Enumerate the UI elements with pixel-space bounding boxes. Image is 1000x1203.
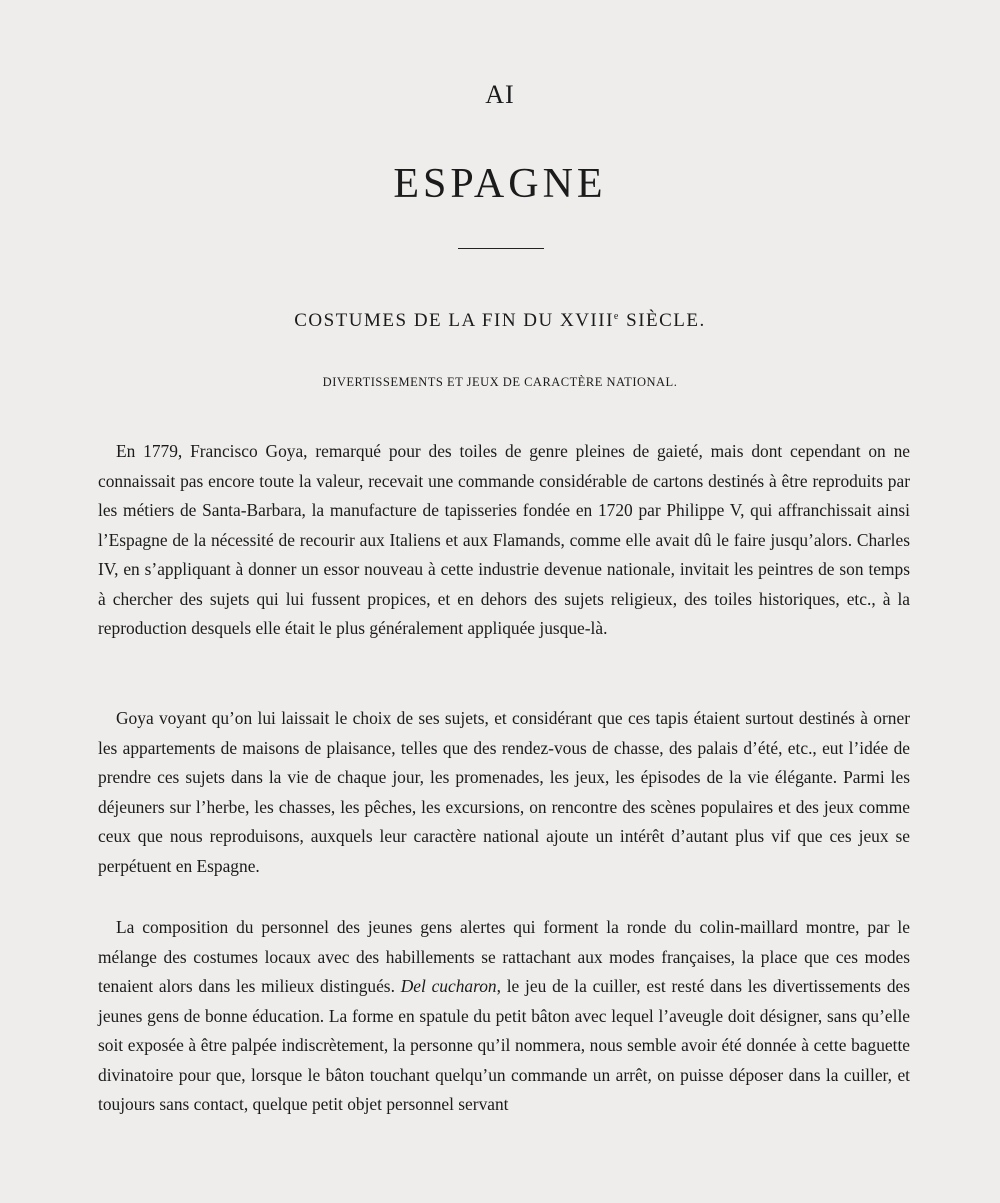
body-paragraph-3 [98,913,910,1120]
game-name-italic: Del cucharon [400,976,497,996]
body-paragraph-2: Goya voyant qu’on lui laissait le choix de ses sujets, et considérant que ces tapis étaient surtout destinés à orner les appartements de maisons de plaisance, telles que des rendez-vous de chasse, des palais d’été, etc., eut l’idée de prendre ces sujets dans la vie de chaque jour, les promenades, les jeux, les épisodes de la vie élégante. Parmi les déjeuners sur l’herbe, les chasses, les pêches, les excursions, on rencontre des scènes populaires et des jeux comme ceux que nous reproduisons, auxquels leur caractère national ajoute un intérêt d’autant plus vif que ces jeux se perpétuent en Espagne. [98,708,910,876]
subtitle-superscript: e [613,311,620,322]
subtitle-text: COSTUMES DE LA FIN DU XVIII [294,310,614,331]
subtitle-suffix: SIÈCLE. [619,310,706,331]
body-paragraph-1: En 1779, Francisco Goya, remarqué pour des toiles de genre pleines de gaieté, mais dont cependant on ne connaissait pas encore toute la valeur, recevait une commande considérable de cartons destinés à être reproduits par les métiers de Santa-Barbara, la manufacture de tapisseries fondée en 1720 par Philippe V, qui affranchissait ainsi l’Espagne de la nécessité de recourir aux Italiens et aux Flamands, comme elle avait dû le faire jusqu’alors. Charles IV, en s’appliquant à donner un essor nouveau à cette industrie devenue nationale, invitait les peintres de son temps à chercher des sujets qui lui fussent propices, et en dehors des sujets religieux, des toiles historiques, etc., à la reproduction desquels elle était le plus généralement appliquée jusque-là. [98,441,910,638]
paragraph-3-end: , le jeu de la cuiller, est resté dans les divertissements des jeunes gens de bonne éducation. La forme en spatule du petit bâton avec lequel l’aveugle doit désigner, sans qu’elle soit exposée à être palpée indiscrètement, la personne qu’il nommera, nous semble avoir été donnée à cette baguette divinatoire pour que, lorsque le bâton touchant quelqu’un commande un arrêt, on puisse déposer dans la cuiller, et toujours sans contact, quelque petit objet personnel servant [98,976,910,1114]
page-title: ESPAGNE [393,161,607,207]
plate-number: AI [485,80,515,109]
title-divider [458,248,544,249]
subtitle [0,310,1000,332]
section-subtitle: DIVERTISSEMENTS ET JEUX DE CARACTÈRE NATIONAL. [322,375,678,389]
paragraph-3-start: La composition du personnel des jeunes gens alertes qui forment la ronde du colin-maillard montre, par le mélange des costumes locaux avec des habillements se rattachant aux modes françaises, la place que ces modes tenaient alors dans les milieux distingués. [98,917,910,996]
